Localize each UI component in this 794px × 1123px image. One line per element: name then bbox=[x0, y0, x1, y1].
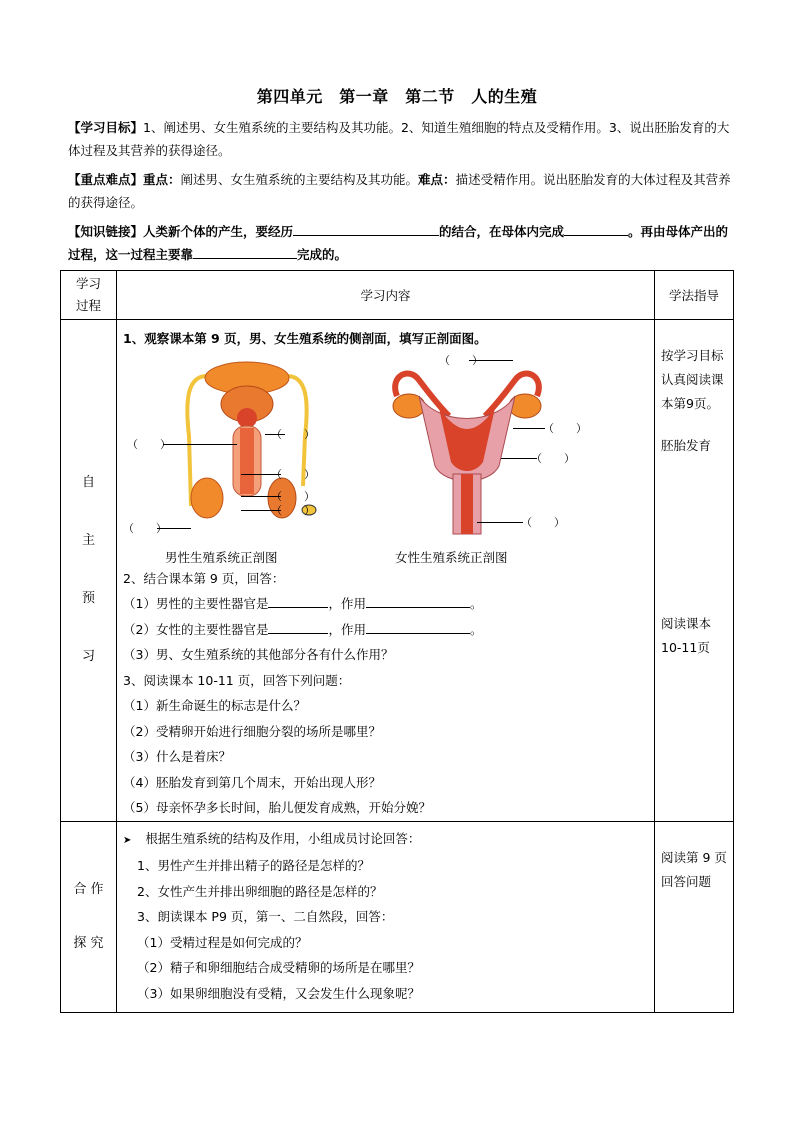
knowledge-part3: 。再由母体产出的过程，这一过程主要靠 bbox=[68, 224, 729, 262]
table-header-row bbox=[61, 271, 734, 320]
female-label-blank[interactable]: （ ） bbox=[531, 451, 575, 465]
male-label-blank[interactable]: （ ） bbox=[123, 521, 167, 535]
difficult-label: 难点： bbox=[418, 172, 456, 187]
q3-1: （1）新生命诞生的标志是什么？ bbox=[123, 698, 306, 713]
male-label-blank[interactable]: （ ） bbox=[127, 437, 171, 451]
objectives-text: 1、阐述男、女生殖系统的主要结构及其功能。2、知道生殖细胞的特点及受精作用。3、说出胚胎发育的大体过程及其营养的获得途径。 bbox=[68, 120, 730, 158]
header-content: 学习内容 bbox=[117, 271, 655, 320]
knowledge-link bbox=[68, 220, 734, 266]
male-label-blank[interactable]: （ ） bbox=[271, 489, 315, 503]
guide-read-p9-answer: 阅读第 9 页回答问题 bbox=[661, 849, 727, 889]
bullet-arrow-icon: ➤ bbox=[123, 834, 132, 846]
female-label-blank[interactable]: （ ） bbox=[439, 353, 483, 367]
q2-1: （1）男性的主要性器官是 ，作用 。 bbox=[123, 591, 654, 617]
coop-q3: 3、朗读课本 P9 页，第一、二自然段，回答： bbox=[137, 909, 394, 924]
male-diagram-caption: 男性生殖系统正剖图 bbox=[165, 549, 278, 565]
guide-read-p10-11: 阅读课本10-11页 bbox=[661, 616, 712, 655]
male-label-blank[interactable]: （ ） bbox=[271, 467, 315, 481]
cooperation-content bbox=[117, 821, 655, 1012]
q3-5: （5）母亲怀孕多长时间，胎儿便发育成熟，开始分娩？ bbox=[123, 800, 431, 815]
difficult-text: 描述受精作用。说出胚胎发育的大体过程及其营养的获得途径。 bbox=[68, 172, 731, 210]
coop-q2: 2、女性产生并排出卵细胞的路径是怎样的？ bbox=[137, 883, 383, 899]
header-guide: 学法指导 bbox=[655, 271, 734, 320]
key-difficult-points bbox=[68, 168, 734, 214]
blank-organ[interactable] bbox=[193, 244, 297, 259]
blank-development[interactable] bbox=[564, 221, 628, 236]
female-label-blank[interactable]: （ ） bbox=[521, 515, 565, 529]
header-process: 学习过程 bbox=[61, 271, 117, 320]
page-title: 第四单元 第一章 第二节 人的生殖 bbox=[256, 87, 538, 106]
knowledge-label: 【知识链接】 bbox=[68, 224, 144, 239]
guide-read-p9: 按学习目标认真阅读课本第9页。 bbox=[661, 348, 724, 411]
female-label-blank[interactable]: （ ） bbox=[543, 421, 587, 435]
self-study-guide bbox=[655, 320, 734, 822]
q2-2: （2）女性的主要性器官是 ，作用 。 bbox=[123, 617, 654, 643]
coop-q1: 1、男性产生并排出精子的路径是怎样的？ bbox=[137, 858, 370, 873]
key-label: 重点： bbox=[143, 172, 181, 187]
self-study-content bbox=[117, 320, 655, 822]
female-reproductive-diagram bbox=[379, 366, 555, 536]
blank-male-organ[interactable] bbox=[268, 593, 328, 608]
section-self-study bbox=[61, 320, 734, 822]
q3-3: （3）什么是着床？ bbox=[123, 749, 231, 764]
coop-q3-2: （2）精子和卵细胞结合成受精卵的场所是在哪里？ bbox=[137, 960, 420, 975]
q3-2: （2）受精卵开始进行细胞分裂的场所是哪里？ bbox=[123, 723, 381, 739]
male-label-blank[interactable]: （ ） bbox=[271, 427, 315, 441]
coop-q3-3: （3）如果卵细胞没有受精，又会发生什么现象呢？ bbox=[137, 985, 420, 1001]
section-cooperation bbox=[61, 821, 734, 1012]
key-text: 阐述男、女生殖系统的主要结构及其功能。 bbox=[180, 172, 419, 187]
q2-title: 2、结合课本第 9 页，回答： bbox=[123, 570, 285, 586]
label-self-study: 自 主 预 习 bbox=[61, 320, 117, 822]
knowledge-part4: 完成的。 bbox=[297, 247, 348, 262]
study-table bbox=[60, 270, 734, 1013]
knowledge-part2: 的结合，在母体内完成 bbox=[439, 224, 565, 239]
q2-3: （3）男、女生殖系统的其他部分各有什么作用？ bbox=[123, 647, 394, 662]
coop-q3-1: （1）受精过程是如何完成的？ bbox=[137, 934, 308, 950]
q3-title: 3、阅读课本 10-11 页，回答下列问题： bbox=[123, 672, 351, 688]
label-cooperation: 合 作 探 究 bbox=[61, 821, 117, 1012]
blank-female-organ[interactable] bbox=[268, 619, 328, 634]
coop-intro: ➤ 根据生殖系统的结构及作用，小组成员讨论回答： bbox=[123, 830, 421, 846]
male-label-blank[interactable]: （ ） bbox=[271, 503, 315, 517]
learning-objectives bbox=[68, 116, 734, 162]
figure-instruction: 1、观察课本第 9 页，男、女生殖系统的侧剖面，填写正剖面图。 bbox=[123, 331, 487, 346]
keypoints-label: 【重点难点】 bbox=[68, 172, 144, 187]
cooperation-guide bbox=[655, 821, 734, 1012]
q3-4: （4）胚胎发育到第几个周末，开始出现人形？ bbox=[123, 774, 381, 790]
guide-embryo: 胚胎发育 bbox=[661, 438, 712, 453]
blank-female-function[interactable] bbox=[366, 619, 470, 634]
female-diagram-caption: 女性生殖系统正剖图 bbox=[395, 549, 508, 565]
objectives-label: 【学习目标】 bbox=[68, 120, 144, 135]
anatomy-figures bbox=[117, 352, 654, 565]
knowledge-part1: 人类新个体的产生，要经历 bbox=[143, 224, 294, 239]
blank-fertilization[interactable] bbox=[293, 221, 439, 236]
blank-male-function[interactable] bbox=[366, 593, 470, 608]
